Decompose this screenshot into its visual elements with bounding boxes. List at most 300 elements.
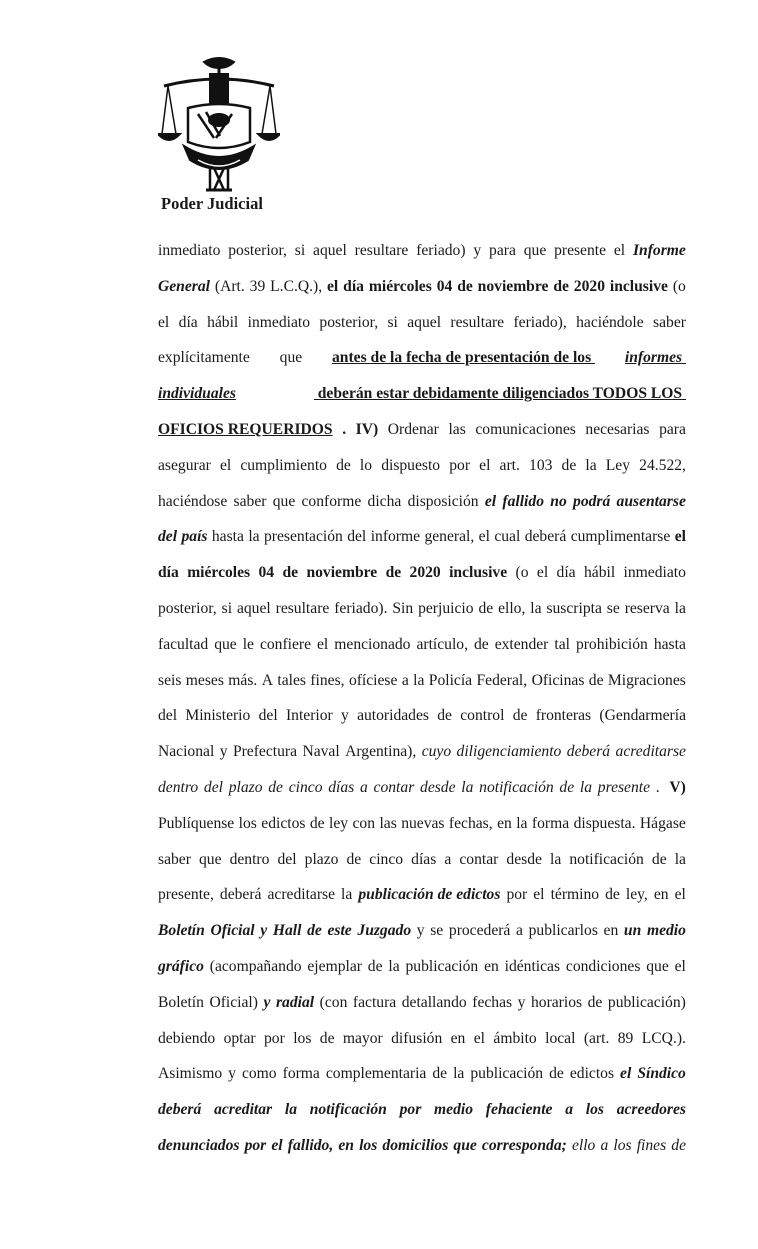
text-run: deberá <box>158 1101 202 1119</box>
text-run: V) <box>669 778 686 796</box>
text-run: detallando <box>401 993 467 1011</box>
text-run: el <box>473 1029 486 1047</box>
text-run: inmediato <box>623 564 686 582</box>
text-run: del <box>277 850 297 868</box>
text-run: el <box>478 528 490 546</box>
text-run: ello, <box>498 599 526 617</box>
text-run: posterior, <box>228 242 287 259</box>
text-run: la <box>516 814 528 832</box>
text-line <box>158 310 686 346</box>
text-run: Nacional <box>158 743 215 761</box>
text-run: (o <box>515 564 529 582</box>
text-run: por <box>399 1101 422 1119</box>
text-run: presente, <box>158 886 214 904</box>
text-run: difusión <box>391 1029 443 1047</box>
text-run: resultare <box>450 313 505 331</box>
text-run: cumplimiento <box>240 456 327 474</box>
text-run: Ministerio <box>185 707 251 725</box>
text-run: el <box>613 242 626 259</box>
text-run: el <box>674 957 686 975</box>
text-run: el <box>158 313 170 331</box>
text-run: el <box>484 492 497 510</box>
text-run: presente <box>597 778 651 796</box>
text-line <box>158 1061 686 1097</box>
text-run: notificación <box>569 850 644 868</box>
text-run: miércoles <box>368 277 432 295</box>
text-run: país <box>181 528 208 546</box>
text-run: A <box>261 671 273 689</box>
text-run: (Art. <box>214 277 245 295</box>
text-run: horarios <box>530 993 583 1011</box>
text-run: por <box>244 1136 267 1154</box>
text-run: en <box>497 814 512 832</box>
text-line <box>158 238 686 274</box>
text-run: haciéndose <box>158 492 228 510</box>
text-run: artículo, <box>416 635 468 653</box>
text-line <box>158 632 686 668</box>
text-line <box>158 524 686 560</box>
text-run: la <box>674 850 686 868</box>
text-run: inclusive <box>449 564 508 582</box>
text-run: del <box>258 707 278 725</box>
text-run: publicación) <box>607 993 686 1011</box>
text-run: Federal, <box>476 671 528 689</box>
text-run: complementaria <box>325 1065 427 1083</box>
text-run: la <box>388 957 400 975</box>
text-run: a <box>565 1101 573 1119</box>
text-run: haciéndole <box>576 313 644 331</box>
text-run: edictos <box>569 1065 615 1083</box>
text-run: OFICIOS REQUERIDOS <box>158 420 333 438</box>
text-line <box>158 668 686 704</box>
text-run: en <box>603 922 619 940</box>
text-run: días <box>411 850 437 868</box>
text-run: en <box>338 1136 354 1154</box>
text-run: de <box>346 850 362 868</box>
text-run: Oficial) <box>209 993 258 1011</box>
text-run: 2020 <box>573 277 605 295</box>
text-run: si <box>387 313 398 331</box>
text-run: cinco <box>369 850 404 868</box>
text-run: la <box>461 778 474 796</box>
text-run: nuevas <box>401 814 445 832</box>
text-run: resultare <box>275 599 330 617</box>
text-run: la <box>413 671 425 689</box>
text-run: extender <box>494 635 549 653</box>
text-run: reserva <box>624 599 670 617</box>
text-run: la <box>248 528 260 546</box>
text-run: de <box>587 993 603 1011</box>
text-run: desde <box>420 778 456 796</box>
text-run: y <box>341 707 349 725</box>
text-run: cual <box>494 528 521 546</box>
text-run: este <box>327 922 352 940</box>
text-run: ausentarse <box>616 492 686 510</box>
text-run: local <box>545 1029 576 1047</box>
text-run: y <box>228 1065 236 1083</box>
text-run: confiere <box>259 635 312 653</box>
text-run: deberá <box>524 528 567 546</box>
text-run: . <box>655 778 664 796</box>
text-run: acreditarse <box>267 886 336 904</box>
text-run: presentación <box>264 528 343 546</box>
text-run: fines <box>636 1136 667 1154</box>
text-run: saber <box>158 850 191 868</box>
text-run: optar <box>223 1029 256 1047</box>
text-run: domicilios <box>382 1136 449 1154</box>
text-run: de <box>282 564 299 582</box>
text-run: la <box>585 456 597 474</box>
text-run: publicación de edictos <box>358 886 501 904</box>
text-run: Argentina), <box>345 743 417 761</box>
text-run: que <box>279 349 303 367</box>
text-line <box>158 274 686 310</box>
text-run: los <box>238 814 257 832</box>
text-run: de <box>671 1136 686 1154</box>
organization-name: Poder Judicial <box>161 194 263 213</box>
text-run: las <box>379 814 397 832</box>
text-run: conforme <box>301 492 362 510</box>
text-run: más. <box>228 671 258 689</box>
text-run: ello <box>571 1136 596 1154</box>
text-run: por <box>264 1029 285 1047</box>
text-run: mencionado <box>334 635 411 653</box>
text-run: Publíquense <box>158 814 235 832</box>
text-run: de <box>336 456 351 474</box>
text-run: ley <box>329 814 349 832</box>
text-run: procederá <box>448 922 511 940</box>
text-run: comunicaciones <box>475 420 576 438</box>
text-run: para <box>489 242 516 259</box>
text-run: 04 <box>436 277 453 295</box>
text-run: día <box>158 564 179 582</box>
text-run: explícitamente <box>158 349 250 367</box>
text-run: fehaciente <box>485 1101 553 1119</box>
text-run: Síndico <box>637 1065 686 1083</box>
text-run: General <box>158 277 210 295</box>
text-run: día <box>556 564 576 582</box>
text-run: de <box>268 778 283 796</box>
text-run: (con <box>319 993 348 1011</box>
text-run: y <box>416 922 425 940</box>
text-run: prohibición <box>575 635 648 653</box>
text-run: dispuesto <box>381 456 441 474</box>
text-run: acreditarse <box>615 743 686 761</box>
text-run: en <box>450 1029 466 1047</box>
text-run: de <box>553 277 569 295</box>
text-run: dispuesta. <box>573 814 636 832</box>
text-run: cinco <box>288 778 323 796</box>
text-run: gráfico <box>158 957 204 975</box>
text-run: Boletín <box>158 922 205 940</box>
text-run: de <box>561 456 577 474</box>
text-run: meses <box>185 671 224 689</box>
text-run: inclusive <box>609 277 668 295</box>
text-line <box>158 990 686 1026</box>
text-run: (Gendarmería <box>599 707 686 725</box>
text-run: y <box>260 922 268 940</box>
text-line <box>158 1133 686 1169</box>
text-run: el <box>317 635 329 653</box>
text-line <box>158 811 686 847</box>
text-run: posterior, <box>319 313 379 331</box>
text-run: y <box>219 743 228 761</box>
text-run: mayor <box>342 1029 383 1047</box>
text-run: para <box>659 420 686 438</box>
text-run: de <box>437 707 452 725</box>
text-line <box>158 596 686 632</box>
text-run: Juzgado <box>357 922 412 940</box>
text-run: fallido, <box>287 1136 334 1154</box>
text-run: día <box>178 313 198 331</box>
text-run: medio <box>434 1101 474 1119</box>
text-run: Policía <box>428 671 473 689</box>
text-run: el <box>479 456 491 474</box>
text-run: se <box>430 922 444 940</box>
text-run: seis <box>158 671 182 689</box>
text-run: diligenciamiento <box>456 743 562 761</box>
text-run: feriado). <box>334 599 388 617</box>
text-run: un <box>623 922 642 940</box>
text-run: factura <box>352 993 397 1011</box>
text-run: aquel <box>313 242 347 259</box>
text-run: de <box>473 635 489 653</box>
text-run: no <box>550 492 567 510</box>
text-run: suscripta <box>546 599 602 617</box>
text-run: perjuicio <box>418 599 474 617</box>
text-run: cuyo <box>421 743 452 761</box>
text-run: radial <box>275 993 315 1011</box>
text-run: Hall <box>272 922 302 940</box>
text-run: LCQ.). <box>641 1029 686 1047</box>
text-run: fines, <box>310 671 345 689</box>
text-run: los <box>359 1136 378 1154</box>
text-run: y <box>473 242 482 259</box>
text-run: antes de la fecha de presentación de los <box>332 349 596 367</box>
text-run: necesarias <box>585 420 650 438</box>
text-run: de <box>385 564 402 582</box>
text-run: control <box>460 707 505 725</box>
text-run: debiendo <box>158 1029 216 1047</box>
text-run: informe <box>370 528 421 546</box>
text-run: denunciados <box>158 1136 240 1154</box>
text-run: deberán estar debidamente diligenciados TODOS LOS <box>313 385 686 403</box>
text-run: notificación <box>309 1101 387 1119</box>
text-run: podrá <box>573 492 611 510</box>
text-run: de <box>549 1065 564 1083</box>
text-run: tales <box>277 671 306 689</box>
text-run: Migraciones <box>607 671 686 689</box>
text-run: contar <box>373 778 415 796</box>
text-run: del <box>158 528 178 546</box>
text-run: Hágase <box>639 814 686 832</box>
text-run: saber <box>233 492 267 510</box>
text-run: autoridades <box>357 707 429 725</box>
text-run: que <box>523 242 547 259</box>
text-run: saber <box>653 313 686 331</box>
text-run: que <box>453 1136 477 1154</box>
text-run: el <box>674 528 686 546</box>
text-run: a <box>516 922 523 940</box>
text-run: acreditar <box>214 1101 273 1119</box>
text-run: la <box>674 599 686 617</box>
text-run: inmediato <box>158 242 221 259</box>
text-run: IV) <box>355 420 379 438</box>
text-run: ámbito <box>493 1029 537 1047</box>
text-run: los <box>613 1136 632 1154</box>
text-run: el <box>219 456 232 474</box>
text-run: forma <box>531 814 570 832</box>
text-run: Naval <box>302 743 340 761</box>
text-run: de <box>605 886 620 904</box>
text-run: 24.522, <box>639 456 686 474</box>
text-run: día <box>343 277 364 295</box>
text-run: ofíciese <box>348 671 398 689</box>
text-run: inmediato <box>247 313 311 331</box>
text-run: de <box>559 778 575 796</box>
text-run: se <box>606 599 620 617</box>
text-run: fallido <box>502 492 544 510</box>
text-run: dentro <box>229 850 270 868</box>
text-run: fronteras <box>535 707 592 725</box>
text-line <box>158 381 686 417</box>
text-run: Ley <box>605 456 631 474</box>
text-run: informes <box>624 349 686 367</box>
text-run: Prefectura <box>232 743 298 761</box>
text-run: término <box>550 886 600 904</box>
text-run: deberá <box>219 886 262 904</box>
text-run: miércoles <box>187 564 251 582</box>
text-line <box>158 489 686 525</box>
text-run: el <box>674 886 686 904</box>
text-run: individuales <box>158 385 236 403</box>
text-run: si <box>294 242 306 259</box>
text-run: de <box>478 599 494 617</box>
text-run: que <box>214 635 237 653</box>
text-run: (o <box>672 277 686 295</box>
text-line <box>158 954 686 990</box>
document-body <box>158 238 686 1169</box>
text-line <box>158 1097 686 1133</box>
text-run: . <box>342 420 347 438</box>
text-run: 39 <box>249 277 266 295</box>
text-run: en <box>653 886 669 904</box>
text-run: Oficial <box>210 922 255 940</box>
text-line <box>158 453 686 489</box>
text-run: de <box>367 957 383 975</box>
text-run: art. <box>499 456 520 474</box>
text-run: presente <box>554 242 607 259</box>
text-run: de <box>588 671 604 689</box>
text-run: la <box>550 850 562 868</box>
text-run: y <box>263 993 271 1011</box>
text-run: el <box>536 564 549 582</box>
text-run: de <box>319 1029 335 1047</box>
text-run: publicación <box>405 957 479 975</box>
text-run: plazo <box>304 850 339 868</box>
text-run: feriado) <box>416 242 466 259</box>
text-line <box>158 918 686 954</box>
text-run: forma <box>282 1065 320 1083</box>
text-run: Oficinas <box>531 671 585 689</box>
text-run: Ordenar <box>387 420 439 438</box>
text-run: los <box>293 1029 312 1047</box>
text-line <box>158 703 686 739</box>
text-run: acreedores <box>616 1101 686 1119</box>
text-run: ley, <box>625 886 648 904</box>
text-run: como <box>241 1065 277 1083</box>
text-run: edictos <box>261 814 306 832</box>
text-run: aquel <box>236 599 271 617</box>
text-line <box>158 560 686 596</box>
text-run: notificación <box>479 778 554 796</box>
text-run: la <box>579 778 593 796</box>
text-run: días <box>328 778 355 796</box>
text-run: (art. <box>583 1029 610 1047</box>
text-run: Asimismo <box>158 1065 223 1083</box>
text-run: de <box>307 922 322 940</box>
text-run: fechas, <box>448 814 493 832</box>
text-run: por <box>449 456 471 474</box>
text-run: hasta <box>211 528 244 546</box>
text-run: hasta <box>653 635 686 653</box>
text-run: resultare <box>354 242 409 259</box>
text-run: dicha <box>367 492 402 510</box>
text-run: los <box>585 1101 604 1119</box>
text-run: que <box>646 957 669 975</box>
text-run: con <box>352 814 376 832</box>
text-run: hábil <box>583 564 616 582</box>
text-line <box>158 417 686 453</box>
text-run: feriado), <box>513 313 567 331</box>
text-run: el <box>533 886 545 904</box>
text-run: publicarlos <box>528 922 598 940</box>
text-run: desde <box>506 850 542 868</box>
text-run: que <box>198 850 222 868</box>
text-run: a <box>444 850 452 868</box>
text-line <box>158 882 686 918</box>
text-run: a <box>401 671 409 689</box>
text-run: las <box>448 420 466 438</box>
text-run: idénticas <box>504 957 561 975</box>
text-line <box>158 775 686 811</box>
text-run: de <box>432 1065 448 1083</box>
text-run: aquel <box>407 313 442 331</box>
text-run: de <box>512 707 528 725</box>
text-run: contar <box>459 850 499 868</box>
text-run: noviembre <box>306 564 378 582</box>
text-run: medio <box>646 922 686 940</box>
text-run: del <box>158 707 178 725</box>
text-run: hábil <box>207 313 239 331</box>
text-run: plazo <box>228 778 263 796</box>
text-run: que <box>272 492 296 510</box>
text-run: Informe <box>632 242 686 259</box>
text-run: el <box>271 1136 283 1154</box>
text-run: publicación <box>470 1065 544 1083</box>
text-run: por <box>506 886 528 904</box>
text-run: de <box>309 814 325 832</box>
text-run: de <box>457 277 473 295</box>
text-run: Sin <box>392 599 414 617</box>
text-run: tal <box>554 635 570 653</box>
text-run: dentro <box>158 778 199 796</box>
text-run: lo <box>359 456 373 474</box>
text-line <box>158 345 686 381</box>
text-run: condiciones <box>565 957 641 975</box>
text-run: en <box>484 957 499 975</box>
text-run: facultad <box>158 635 209 653</box>
